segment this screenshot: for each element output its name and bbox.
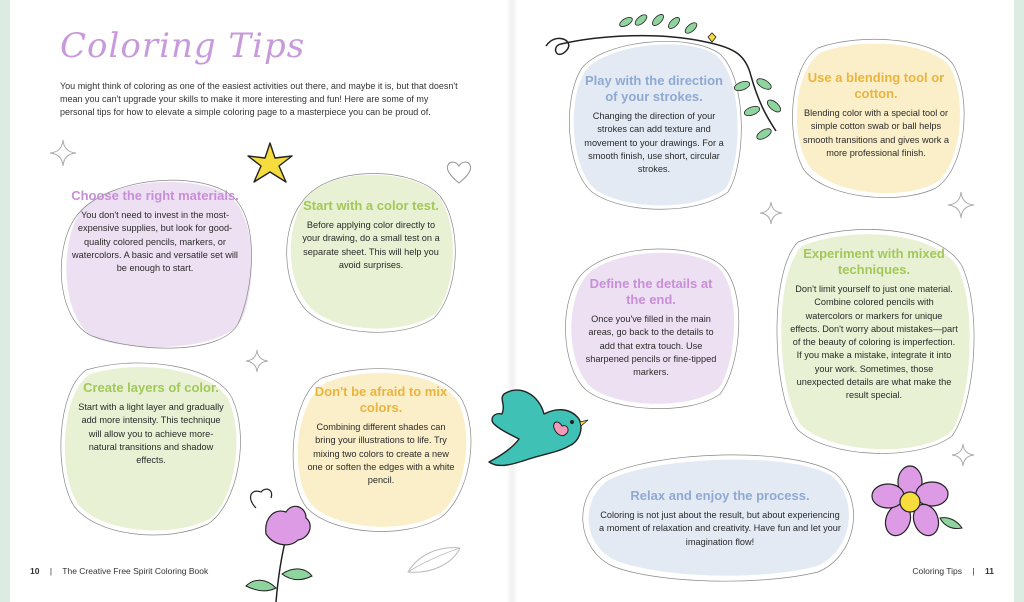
book-gutter bbox=[506, 0, 518, 602]
tip-body: Before applying color directly to your drawing, do a small test on a separate sheet. This will help you avoid surprises. bbox=[302, 220, 440, 270]
tip-title: Start with a color test. bbox=[303, 198, 439, 213]
tip-body: Changing the direction of your strokes can add texture and movement to your drawings. For a smooth finish, use short, circular strokes. bbox=[584, 111, 724, 175]
tip-relax bbox=[598, 488, 842, 549]
tip-title: Relax and enjoy the process. bbox=[630, 488, 810, 503]
tip-blending bbox=[798, 70, 954, 160]
left-page-edge bbox=[0, 0, 10, 602]
tip-body: Start with a light layer and gradually add more intensity. This technique will allow you to achieve more-natural transitions and shadow effects. bbox=[78, 402, 224, 466]
tip-card-color-test bbox=[286, 168, 456, 333]
tip-title: Choose the right materials. bbox=[71, 188, 239, 203]
flower-illustration bbox=[236, 478, 326, 602]
footer-right bbox=[912, 566, 994, 576]
tip-layers bbox=[78, 380, 224, 467]
tip-card-mixed-techniques bbox=[772, 226, 972, 454]
footer-separator: | bbox=[972, 566, 975, 576]
tip-mixed-techniques bbox=[790, 246, 958, 403]
intro-paragraph: You might think of coloring as one of the easiest activities out there, and maybe it is, but that doesn't mean you can't upgrade your skills to make it more interesting and fun! Here are some of my personal tips for how to elevate a simple coloring page to a masterpiece you can be proud of. bbox=[60, 81, 458, 117]
tip-title: Don't be afraid to mix colors. bbox=[314, 384, 448, 415]
tip-details bbox=[580, 276, 722, 379]
book-title: The Creative Free Spirit Coloring Book bbox=[62, 566, 209, 576]
tip-card-relax bbox=[582, 456, 858, 576]
tip-title: Experiment with mixed techniques. bbox=[803, 246, 945, 277]
tip-card-layers bbox=[60, 364, 240, 534]
tip-materials bbox=[70, 188, 240, 275]
footer-left bbox=[30, 566, 208, 576]
tip-body: Blending color with a special tool or simple cotton swab or ball helps smooth transitions and gives work a more professional finish. bbox=[802, 108, 950, 158]
flower-illustration bbox=[870, 464, 970, 544]
tip-card-materials bbox=[52, 174, 262, 354]
sparkle-icon bbox=[758, 200, 784, 226]
page-title: Coloring Tips bbox=[60, 26, 306, 66]
tip-body: Don't limit yourself to just one material. Combine colored pencils with watercolors or markers for unique effects. Don't worry about mistakes—part of the beauty of coloring is imperfection. If you make a mistake, integrate it into your work. Sometimes, those unexpected details are what make the result special. bbox=[790, 284, 958, 401]
tip-title: Use a blending tool or cotton. bbox=[807, 70, 945, 101]
leafy-vine bbox=[536, 6, 786, 156]
tip-title: Define the details at the end. bbox=[589, 276, 713, 307]
page-number-left: 10 bbox=[30, 566, 40, 576]
heart-icon bbox=[444, 158, 474, 186]
tip-color-test bbox=[300, 198, 442, 272]
tip-body: Once you've filled in the main areas, go back to the details to add that extra touch. Use sharpened pencils or fine-tipped markers. bbox=[585, 314, 717, 378]
bird-illustration bbox=[484, 384, 594, 476]
tip-mix-colors bbox=[306, 384, 456, 487]
sparkle-icon bbox=[244, 348, 270, 374]
tip-card-blending bbox=[792, 42, 962, 198]
feather-leaf bbox=[404, 544, 464, 576]
section-title: Coloring Tips bbox=[912, 566, 963, 576]
tip-body: Combining different shades can bring your illustrations to life. Try mixing two colors to create a new one or soften the edges with a white pencil. bbox=[307, 422, 455, 486]
tip-title: Create layers of color. bbox=[83, 380, 219, 395]
footer-separator: | bbox=[49, 566, 53, 576]
tip-body: You don't need to invest in the most-expensive supplies, but look for good-quality colored pencils, markers, or watercolors. A basic and versatile set will be enough to start. bbox=[72, 210, 238, 274]
tip-body: Coloring is not just about the result, but about experiencing a moment of relaxation and creativity. Have fun and let your imagination flow! bbox=[599, 510, 841, 547]
sparkle-icon bbox=[946, 190, 976, 220]
tip-title: Play with the direction of your strokes. bbox=[585, 73, 723, 104]
sparkle-icon bbox=[48, 138, 78, 168]
star-icon bbox=[240, 140, 300, 186]
right-page-edge bbox=[1014, 0, 1024, 602]
page-number-right: 11 bbox=[985, 566, 994, 576]
